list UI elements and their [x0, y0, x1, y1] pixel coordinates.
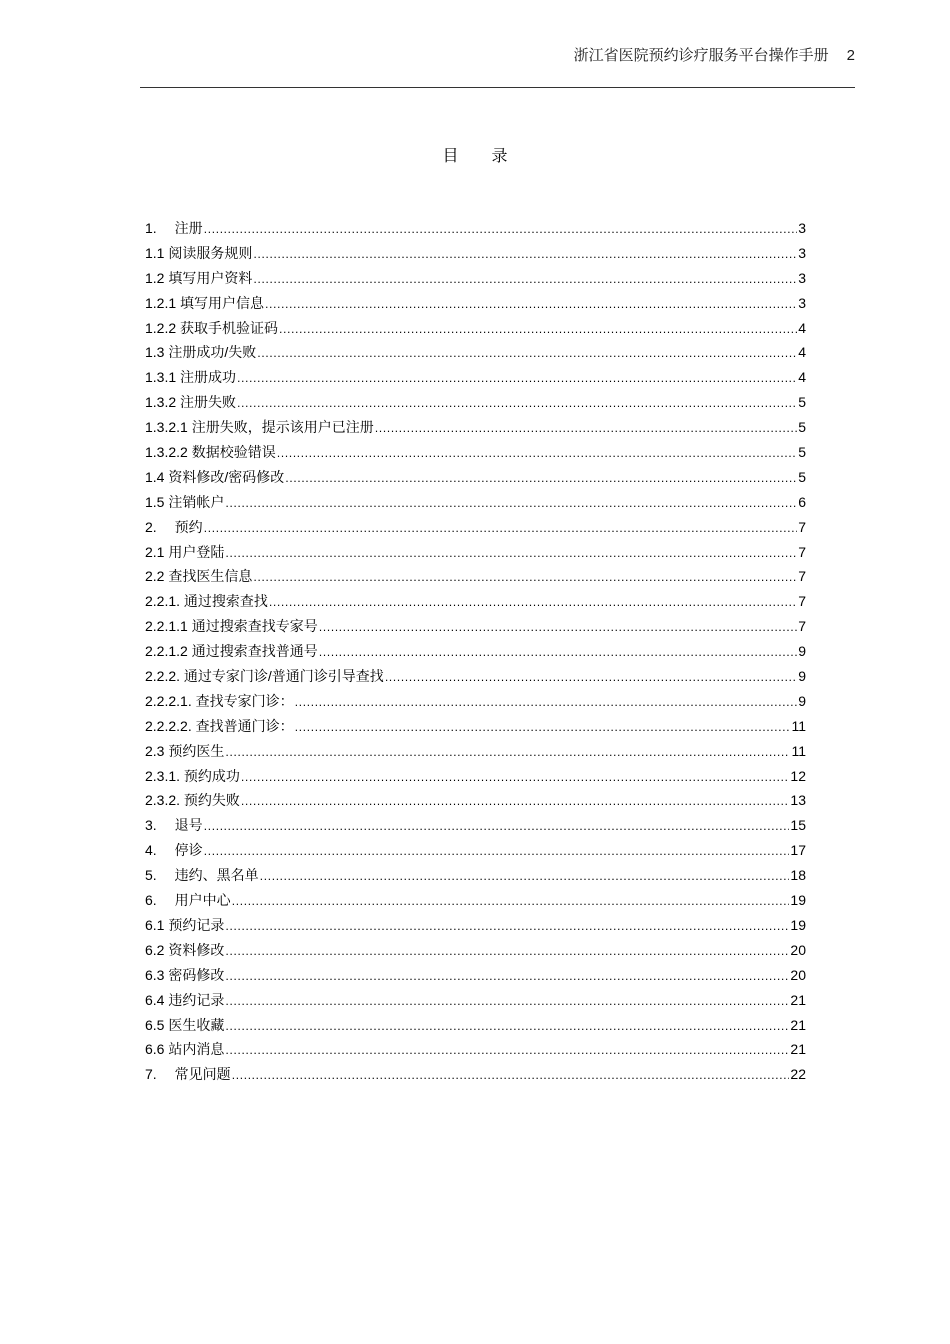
toc-entry-page: 21: [790, 1016, 806, 1033]
toc-entry-page: 21: [790, 1041, 806, 1058]
toc-dot-leader: [204, 815, 790, 840]
toc-entry[interactable]: [145, 316, 806, 341]
toc-entry[interactable]: [145, 216, 806, 241]
toc-dot-leader: [253, 268, 797, 293]
toc-dot-leader: [225, 965, 789, 990]
toc-dot-leader: [269, 591, 797, 616]
toc-entry[interactable]: [145, 863, 806, 888]
toc-entry[interactable]: [145, 764, 806, 789]
toc-entry[interactable]: [145, 540, 806, 565]
toc-entry-page: 17: [790, 842, 806, 859]
toc-entry-label: 2.3.2. 预约失败: [145, 792, 240, 809]
toc-entry-page: 4: [798, 319, 806, 336]
toc-entry[interactable]: [145, 614, 806, 639]
toc-dot-leader: [232, 1064, 790, 1089]
toc-dot-leader: [279, 318, 797, 343]
toc-entry-page: 6: [798, 493, 806, 510]
toc-entry[interactable]: [145, 963, 806, 988]
toc-dot-leader: [204, 218, 798, 243]
toc-entry-page: 11: [791, 742, 806, 759]
toc-entry[interactable]: [145, 340, 806, 365]
toc-entry-label: 1.3.2.1 注册失败，提示该用户已注册: [145, 419, 374, 436]
toc-entry[interactable]: [145, 838, 806, 863]
toc-dot-leader: [204, 517, 798, 542]
toc-entry[interactable]: [145, 888, 806, 913]
toc-dot-leader: [237, 392, 797, 417]
toc-dot-leader: [232, 890, 790, 915]
toc-entry-label: 6.5 医生收藏: [145, 1016, 225, 1033]
toc-entry[interactable]: [145, 390, 806, 415]
toc-entry[interactable]: [145, 241, 806, 266]
toc-dot-leader: [385, 666, 797, 691]
toc-entry-label: 6. 用户中心: [145, 892, 231, 909]
toc-entry-label: 2.2.2.1. 查找专家门诊：: [145, 692, 294, 709]
toc-entry-label: 4. 停诊: [145, 842, 203, 859]
header-divider: [140, 87, 855, 88]
toc-dot-leader: [237, 367, 797, 392]
toc-entry-label: 2.1 用户登陆: [145, 543, 225, 560]
toc-entry-label: 1.3.2.2 数据校验错误: [145, 444, 276, 461]
toc-dot-leader: [241, 790, 790, 815]
toc-heading: 目 录: [442, 146, 522, 165]
toc-entry-label: 1.2.1 填写用户信息: [145, 294, 265, 311]
toc-dot-leader: [257, 342, 797, 367]
toc-entry-page: 19: [790, 916, 806, 933]
toc-entry-page: 20: [790, 966, 806, 983]
toc-entry-label: 2.3 预约医生: [145, 742, 225, 759]
toc-entry-page: 9: [798, 643, 806, 660]
toc-entry-label: 5. 违约、黑名单: [145, 867, 259, 884]
toc-entry[interactable]: [145, 589, 806, 614]
toc-entry[interactable]: [145, 639, 806, 664]
toc-entry[interactable]: [145, 813, 806, 838]
toc-entry-page: 15: [790, 817, 806, 834]
toc-entry-label: 1.4 资料修改/密码修改: [145, 468, 285, 485]
toc-entry[interactable]: [145, 938, 806, 963]
toc-entry[interactable]: [145, 1013, 806, 1038]
toc-entry[interactable]: [145, 490, 806, 515]
toc-entry-page: 18: [790, 867, 806, 884]
toc-entry-page: 20: [790, 941, 806, 958]
toc-entry[interactable]: [145, 714, 806, 739]
toc-entry-page: 7: [798, 543, 806, 560]
toc-entry[interactable]: [145, 515, 806, 540]
toc-entry[interactable]: [145, 739, 806, 764]
toc-entry[interactable]: [145, 1037, 806, 1062]
toc-dot-leader: [225, 741, 790, 766]
toc-dot-leader: [295, 691, 798, 716]
toc-entry-label: 2. 预约: [145, 518, 203, 535]
toc-dot-leader: [265, 293, 797, 318]
toc-entry-label: 6.6 站内消息: [145, 1041, 225, 1058]
toc-entry-page: 5: [798, 468, 806, 485]
toc-entry-label: 1.3 注册成功/失败: [145, 344, 257, 361]
toc-entry-page: 7: [798, 518, 806, 535]
toc-entry-page: 3: [798, 294, 806, 311]
toc-dot-leader: [225, 1039, 789, 1064]
document-title: 浙江省医院预约诊疗服务平台操作手册: [573, 46, 829, 64]
table-of-contents: [145, 216, 806, 1087]
toc-entry-page: 9: [798, 668, 806, 685]
page-header: [140, 44, 855, 68]
toc-entry[interactable]: [145, 913, 806, 938]
toc-entry-page: 22: [790, 1066, 806, 1083]
toc-dot-leader: [285, 467, 797, 492]
toc-entry-label: 2.2.1.1 通过搜索查找专家号: [145, 618, 318, 635]
toc-entry-page: 5: [798, 419, 806, 436]
toc-dot-leader: [225, 940, 789, 965]
toc-dot-leader: [260, 865, 790, 890]
toc-entry-label: 1.3.2 注册失败: [145, 394, 237, 411]
toc-entry-label: 1.1 阅读服务规则: [145, 244, 253, 261]
toc-entry-label: 1.5 注销帐户: [145, 493, 225, 510]
toc-entry-label: 2.2.2.2. 查找普通门诊：: [145, 717, 294, 734]
toc-dot-leader: [253, 243, 797, 268]
page-number: 2: [846, 47, 855, 64]
toc-entry-label: 2.2 查找医生信息: [145, 568, 253, 585]
toc-dot-leader: [225, 915, 789, 940]
toc-entry-page: 19: [790, 892, 806, 909]
toc-entry[interactable]: [145, 664, 806, 689]
toc-entry-page: 5: [798, 394, 806, 411]
toc-dot-leader: [225, 542, 797, 567]
toc-dot-leader: [241, 766, 790, 791]
toc-dot-leader: [225, 1015, 789, 1040]
toc-dot-leader: [319, 641, 798, 666]
toc-entry-label: 2.2.1. 通过搜索查找: [145, 593, 268, 610]
toc-entry[interactable]: [145, 988, 806, 1013]
toc-entry[interactable]: [145, 564, 806, 589]
toc-entry-label: 6.4 违约记录: [145, 991, 225, 1008]
toc-entry-label: 2.2.2. 通过专家门诊/普通门诊引导查找: [145, 668, 384, 685]
toc-entry-label: 6.2 资料修改: [145, 941, 225, 958]
toc-entry-page: 4: [798, 369, 806, 386]
toc-entry-label: 2.3.1. 预约成功: [145, 767, 240, 784]
toc-entry-label: 3. 退号: [145, 817, 203, 834]
toc-entry[interactable]: [145, 788, 806, 813]
toc-entry-label: 7. 常见问题: [145, 1066, 231, 1083]
toc-entry-page: 7: [798, 593, 806, 610]
toc-entry[interactable]: [145, 689, 806, 714]
toc-entry-label: 6.1 预约记录: [145, 916, 225, 933]
toc-entry-label: 1.2.2 获取手机验证码: [145, 319, 279, 336]
toc-entry-page: 7: [798, 568, 806, 585]
toc-entry[interactable]: [145, 291, 806, 316]
toc-entry[interactable]: [145, 440, 806, 465]
toc-entry[interactable]: [145, 415, 806, 440]
toc-dot-leader: [295, 716, 791, 741]
toc-entry-page: 21: [790, 991, 806, 1008]
toc-entry-label: 2.2.1.2 通过搜索查找普通号: [145, 643, 318, 660]
toc-entry-label: 1.3.1 注册成功: [145, 369, 237, 386]
toc-entry-label: 6.3 密码修改: [145, 966, 225, 983]
toc-dot-leader: [253, 566, 797, 591]
toc-entry[interactable]: [145, 465, 806, 490]
toc-entry-page: 13: [790, 792, 806, 809]
toc-dot-leader: [375, 417, 798, 442]
toc-dot-leader: [225, 492, 797, 517]
toc-entry-label: 1.2 填写用户资料: [145, 269, 253, 286]
toc-entry[interactable]: [145, 365, 806, 390]
toc-entry-page: 11: [791, 717, 806, 734]
toc-dot-leader: [204, 840, 790, 865]
toc-entry[interactable]: [145, 266, 806, 291]
toc-entry-page: 3: [798, 269, 806, 286]
toc-entry-label: 1. 注册: [145, 220, 203, 236]
toc-dot-leader: [277, 442, 798, 467]
toc-entry-page: 12: [790, 767, 806, 784]
toc-dot-leader: [225, 990, 789, 1015]
toc-entry-page: 3: [798, 220, 806, 236]
toc-entry-page: 9: [798, 692, 806, 709]
toc-entry-page: 5: [798, 444, 806, 461]
toc-entry-page: 4: [798, 344, 806, 361]
toc-dot-leader: [319, 616, 798, 641]
toc-entry-page: 7: [798, 618, 806, 635]
toc-entry[interactable]: [145, 1062, 806, 1087]
toc-entry-page: 3: [798, 244, 806, 261]
